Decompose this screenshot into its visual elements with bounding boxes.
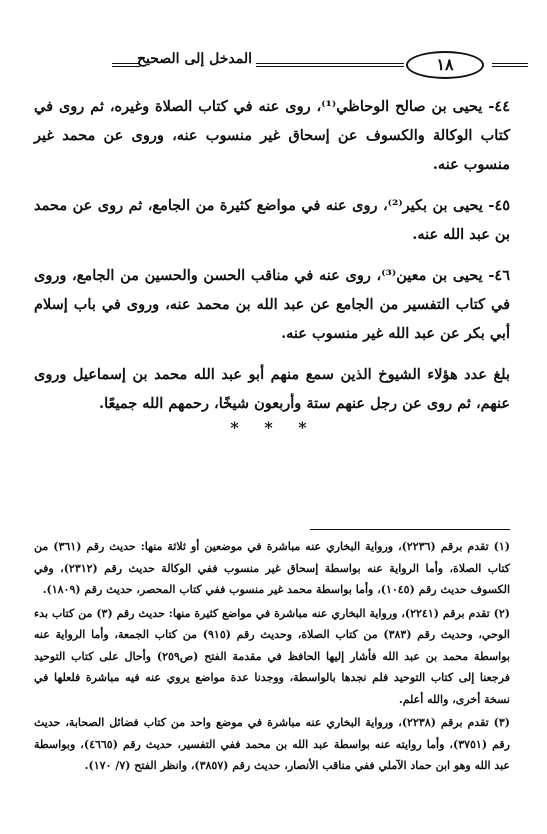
entry-paragraph	[34, 92, 510, 179]
summary-text: بلغ عدد هؤلاء الشيوخ الذين سمع منهم أبو عبد الله محمد بن إسماعيل وروى عنهم، ثم روى عن رجل عنهم ستة وأربعون شيخًا، رحمهم الله جميعًا.	[34, 366, 510, 412]
section-separator: * * *	[230, 418, 317, 437]
header-rule-middle	[256, 63, 404, 67]
footnotes	[34, 536, 510, 779]
entry-number: ٤٤-	[488, 98, 510, 115]
entry-paragraph	[34, 261, 510, 348]
summary-paragraph	[34, 360, 510, 418]
header-rule-right	[492, 63, 528, 67]
footnote-1: (١) تقدم برقم (٢٢٣٦)، ورواية البخاري عنه مباشرة في موضعين أو ثلاثة منها: حديث رقم (٣٦١) من كتاب الصلاة، وأما الرواية عنه بواسطة إسحاق غير منسوب ففي الوكالة حديث رقم (٢٣١٢)، وفي الكسوف حديث رقم (١٠٤٥)، وأما بواسطة محمد غير منسوب ففي كتاب المحصر، حديث رقم (١٨٠٩).	[34, 540, 510, 596]
footnote-3: (٣) تقدم برقم (٢٢٣٨)، ورواية البخاري عنه مباشرة في موضع واحد من كتاب فضائل الصحابة، حديث رقم (٣٧٥١)، وأما روايته عنه بواسطة عبد الله بن محمد ففي التفسير، حديث رقم (٤٦٦٥)، وبواسطة عبد الله وهو ابن حماد الآملي ففي مناقب الأنصار، حديث رقم (٣٨٥٧)، وانظر الفتح (٧/ ١٧٠).	[34, 716, 510, 772]
running-title: المدخل إلى الصحيح	[136, 51, 252, 67]
footnote-2: (٢) تقدم برقم (٢٢٤١)، ورواية البخاري عنه مباشرة في مواضع كثيرة منها: حديث رقم (٣) من كتاب بدء الوحي، وحديث رقم (٣٨٣) من كتاب الصلاة، وحديث رقم (٩١٥) من كتاب الجمعة، وأما الرواية عنه بواسطة محمد بن عبد الله فأشار إليها الحافظ في مقدمة الفتح (ص٢٥٩) وأحال على كتاب التوحيد فرجعنا إلى كتاب التوحيد فلم نجدها بالواسطة، ووجدنا عدة مواضع يروي عنه فيه مباشرة فلعلها في نسخة أخرى، والله أعلم.	[34, 606, 510, 706]
entry-number: ٤٥-	[488, 197, 511, 214]
entry-text: يحيى بن بكير⁽²⁾، روى عنه في مواضع كثيرة من الجامع، ثم روى عن محمد بن عبد الله عنه.	[34, 197, 510, 243]
entry-paragraph	[34, 191, 510, 249]
footnote-rule	[310, 529, 510, 530]
entry-text: يحيى بن صالح الوحاظي⁽¹⁾، روى عنه في كتاب الصلاة وغيره، ثم روى في كتاب الوكالة والكسوف عن إسحاق غير منسوب عنه، وروى عن محمد غير منسوب عنه.	[34, 98, 510, 173]
entry-text: يحيى بن معين⁽³⁾، روى عنه في مناقب الحسن والحسين من الجامع، وروى في كتاب التفسير من الجامع عن عبد الله بن محمد عنه، وروى في باب إسلام أبي بكر عن عبد الله غير منسوب عنه.	[34, 267, 510, 342]
page-header	[36, 48, 506, 82]
main-text	[34, 92, 510, 430]
page-number: ١٨	[406, 51, 484, 79]
header-rule-left	[112, 63, 140, 67]
entry-number: ٤٦-	[488, 267, 510, 284]
